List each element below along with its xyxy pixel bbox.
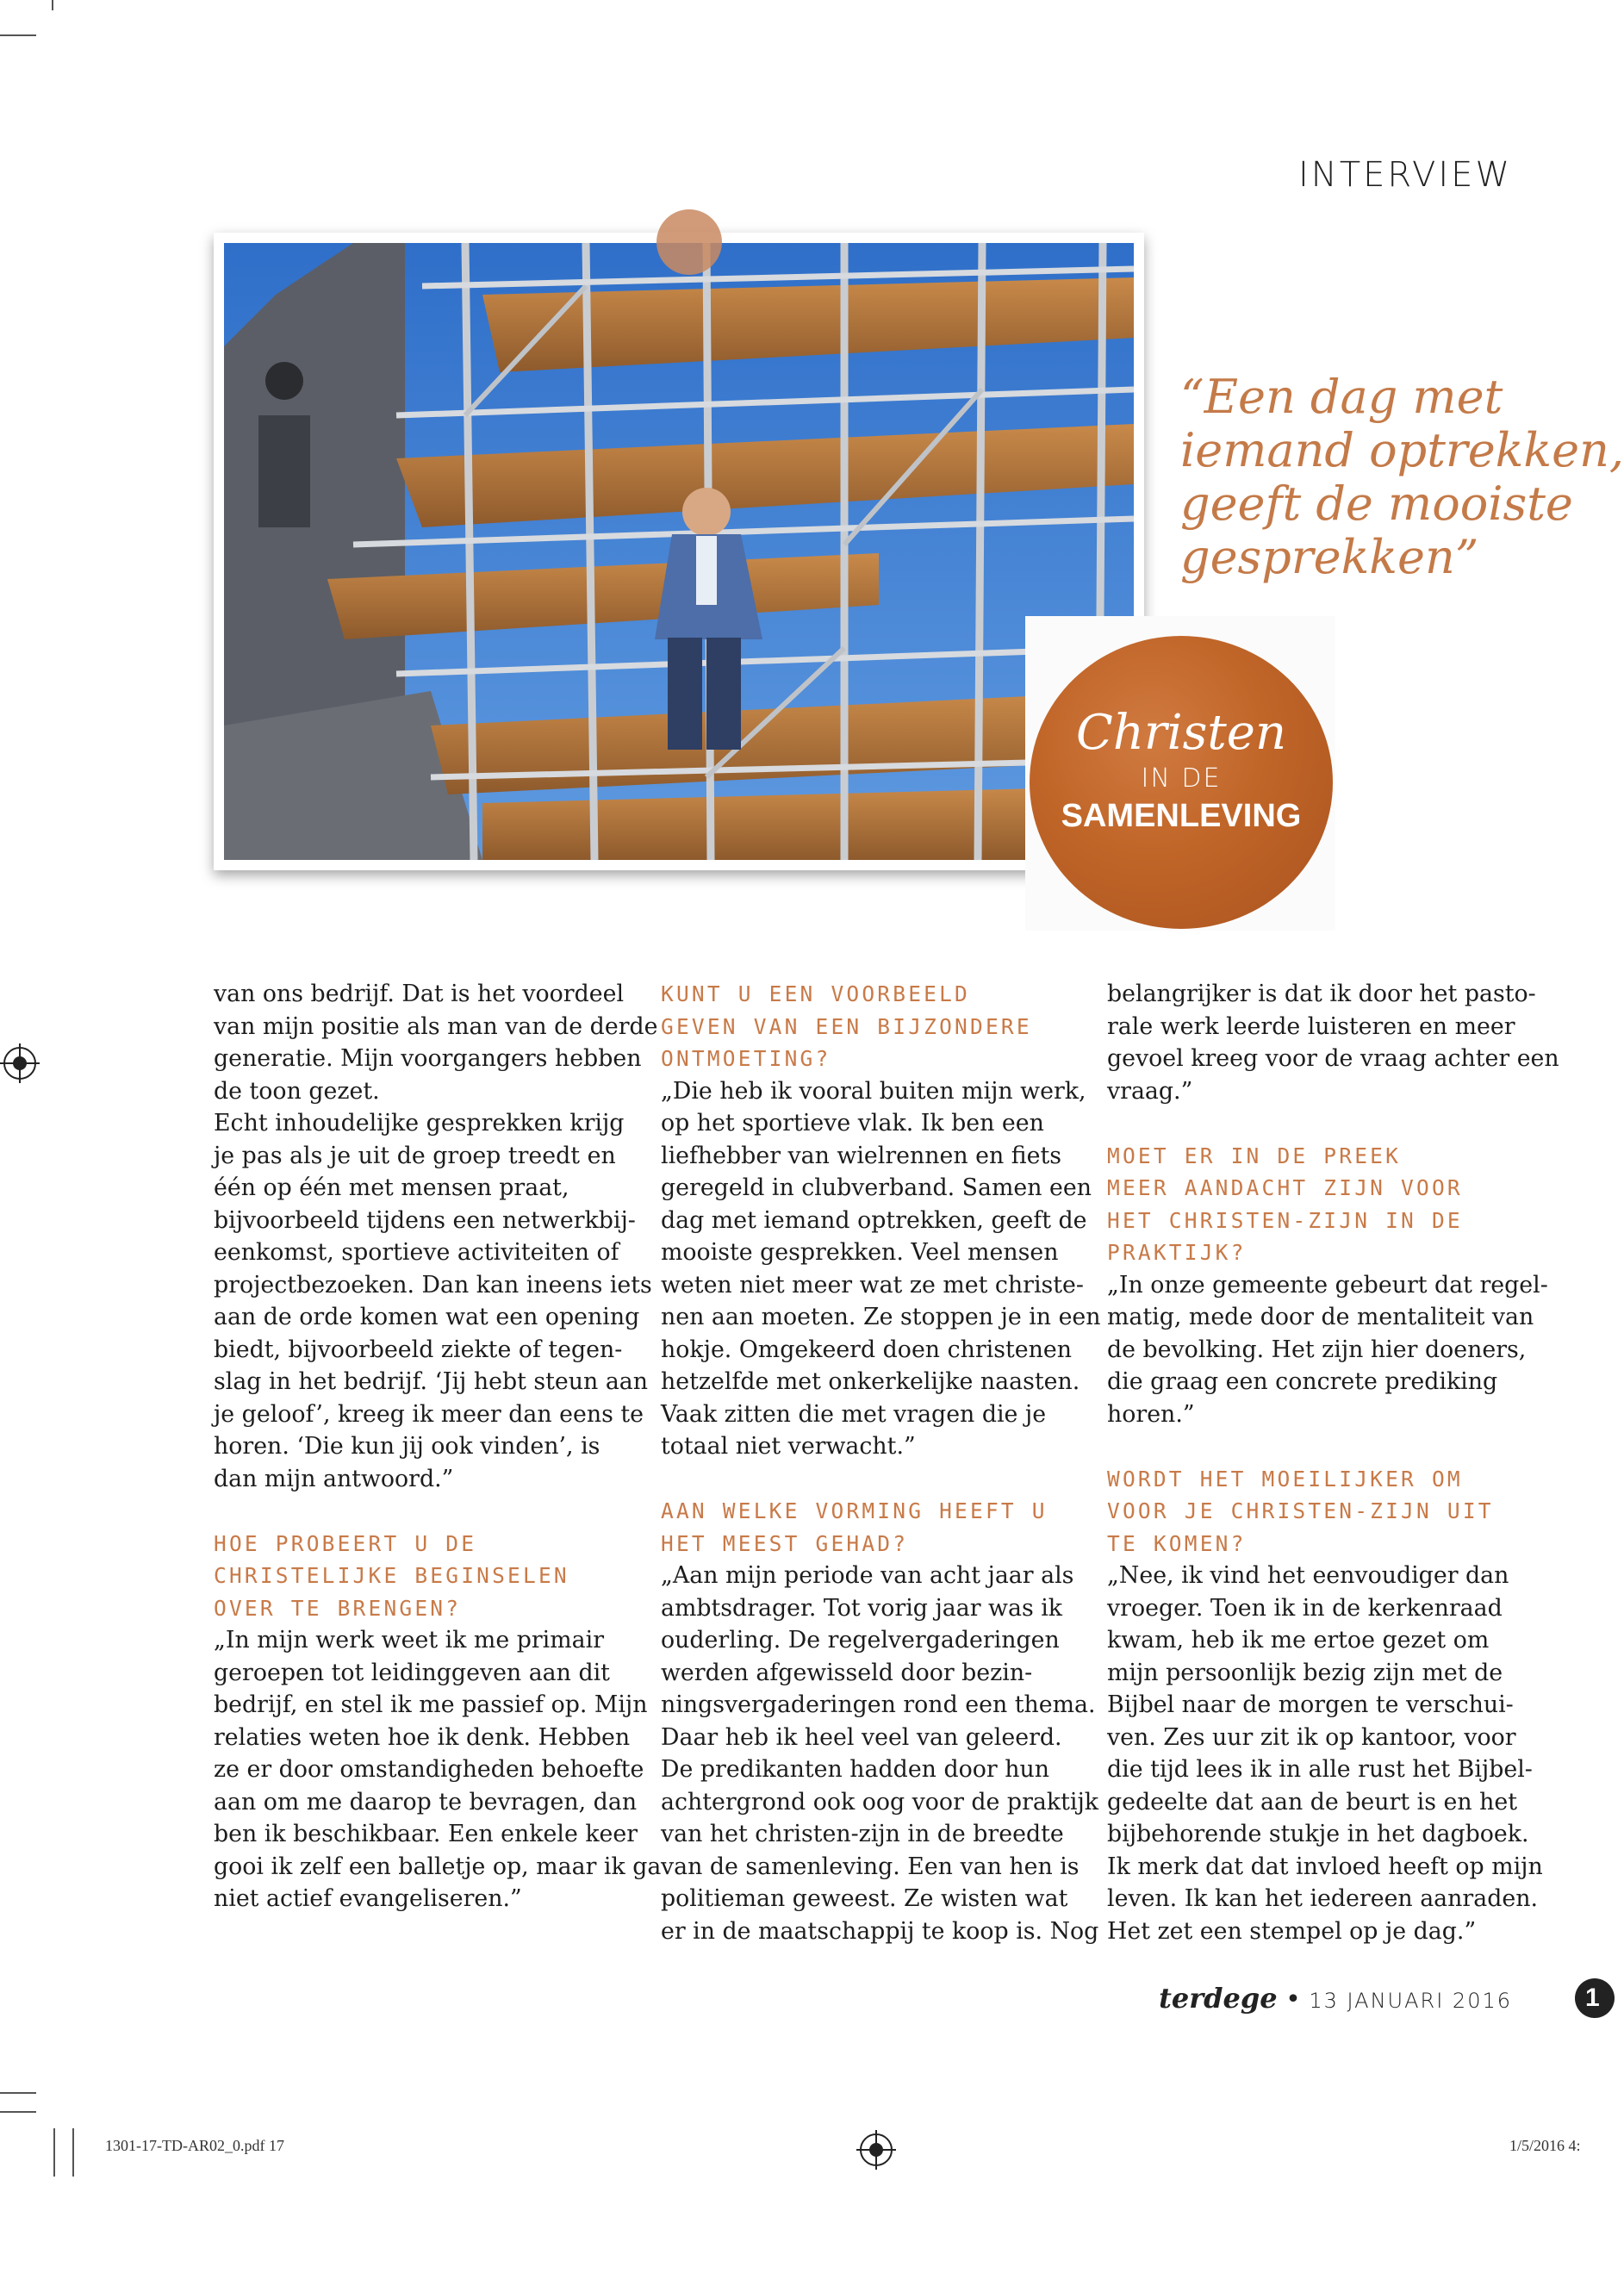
question-heading-line: AAN WELKE VORMING HEEFT U [661, 1498, 1048, 1523]
body-text-line: eenkomst, sportieve activiteiten of [214, 1239, 619, 1266]
issue-date: 13 JANUARI 2016 [1309, 1989, 1512, 2013]
body-text-line: projectbezoeken. Dan kan ineens iets [214, 1271, 652, 1299]
body-text-line: van de samenleving. Een van hen is [661, 1853, 1080, 1880]
body-text-line: gooi ik zelf een balletje op, maar ik ga [214, 1853, 662, 1880]
footer-separator: • [1285, 1984, 1301, 2015]
section-label: INTERVIEW [1297, 155, 1512, 195]
crop-mark [0, 34, 36, 36]
body-text-line: niet actief evangeliseren.” [214, 1885, 522, 1912]
page-footer [1159, 1982, 1512, 2015]
crop-mark [0, 2092, 36, 2094]
body-text-line: gedeelte dat aan de beurt is en het [1107, 1788, 1517, 1816]
article-column-3 [1107, 978, 1559, 1947]
body-text-line: de toon gezet. [214, 1077, 380, 1105]
body-text-line: die tijd lees ik in alle rust het Bijbel- [1107, 1756, 1533, 1783]
body-text-line: slag in het bedrijf. ‘Jij hebt steun aan [214, 1368, 649, 1395]
page-number: 1 [1575, 1978, 1615, 2018]
body-text-line: belangrijker is dat ik door het pasto- [1107, 981, 1536, 1007]
body-text-line: Daar heb ik heel veel van geleerd. [661, 1723, 1062, 1751]
body-text-line: je pas als je uit de groep treedt en [214, 1142, 616, 1169]
body-text-line: „Die heb ik vooral buiten mijn werk, [661, 1077, 1086, 1105]
body-text-line: bedrijf, en stel ik me passief op. Mijn [214, 1691, 648, 1718]
body-text-line: kwam, heb ik me ertoe gezet om [1107, 1627, 1490, 1654]
pull-quote-line: iemand optrekken, [1180, 423, 1624, 477]
body-text-line: die graag een concrete prediking [1107, 1368, 1498, 1395]
crop-mark [72, 2128, 74, 2177]
body-text-line: één op één met mensen praat, [214, 1174, 569, 1201]
body-text-line: liefhebber van wielrennen en fiets [661, 1142, 1062, 1169]
crop-mark [0, 2111, 36, 2113]
body-text-line: nen aan moeten. Ze stoppen je in een [661, 1304, 1101, 1330]
body-text-line: matig, mede door de mentaliteit van [1107, 1304, 1534, 1330]
body-text-line: generatie. Mijn voorgangers hebben [214, 1045, 642, 1072]
body-text-line: dan mijn antwoord.” [214, 1465, 454, 1492]
body-text-line: vraag.” [1107, 1077, 1193, 1105]
magazine-brand: terdege [1159, 1982, 1278, 2015]
registration-mark-icon [860, 2133, 893, 2166]
body-text-line: er in de maatschappij te koop is. Nog [661, 1917, 1099, 1945]
body-text-line: geregeld in clubverband. Samen een [661, 1174, 1092, 1201]
pull-quote-line: “Een dag met [1180, 370, 1503, 424]
question-heading-line: GEVEN VAN EEN BIJZONDERE [661, 1013, 1032, 1039]
body-text-line: hetzelfde met onkerkelijke naasten. [661, 1368, 1080, 1395]
question-heading-line: HOE PROBEERT U DE [214, 1530, 477, 1556]
paragraph-gap [1107, 1107, 1536, 1140]
badge-line-1: Christen [1075, 705, 1287, 761]
question-heading-line: VOOR JE CHRISTEN-ZIJN UIT [1107, 1498, 1494, 1523]
question-heading-line: HET MEEST GEHAD? [661, 1530, 909, 1556]
body-text-line: op het sportieve vlak. Ik ben een [661, 1110, 1044, 1137]
pull-quote [1180, 370, 1624, 584]
body-text-line: hokje. Omgekeerd doen christenen [661, 1336, 1072, 1363]
scaffolding-photo [224, 243, 1134, 860]
body-text-line: je geloof’, kreeg ik meer dan eens te [214, 1400, 644, 1428]
crop-mark [52, 0, 53, 10]
body-text-line: Vaak zitten die met vragen die je [661, 1400, 1047, 1428]
body-text-line: ouderling. De regelvergaderingen [661, 1627, 1060, 1654]
badge-line-3: SAMENLEVING [1061, 798, 1302, 834]
body-text-line: bijvoorbeeld tijdens een netwerkbij- [214, 1206, 636, 1234]
paragraph-gap [214, 1495, 643, 1528]
paragraph-gap [661, 1463, 1090, 1496]
body-text-line: van ons bedrijf. Dat is het voordeel [214, 981, 625, 1007]
body-text-line: „Aan mijn periode van acht jaar als [661, 1562, 1074, 1589]
body-text-line: bijbehorende stukje in het dagboek. [1107, 1821, 1529, 1847]
body-text-line: Echt inhoudelijke gesprekken krijg [214, 1110, 625, 1137]
question-heading-line: ONTMOETING? [661, 1046, 831, 1071]
body-text-line: leven. Ik kan het iedereen aanraden. [1107, 1885, 1538, 1912]
article-column-1 [214, 978, 662, 1915]
body-text-line: dag met iemand optrekken, geeft de [661, 1206, 1087, 1234]
pull-quote-line: geeft de mooiste [1180, 476, 1573, 531]
body-text-line: geroepen tot leidinggeven aan dit [214, 1659, 610, 1686]
body-text-line: totaal niet verwacht.” [661, 1433, 916, 1460]
question-heading-line: WORDT HET MOEILIJKER OM [1107, 1466, 1463, 1492]
badge-line-2: IN DE [1141, 763, 1222, 794]
body-text-line: relaties weten hoe ik denk. Hebben [214, 1723, 631, 1751]
question-heading-line: PRAKTIJK? [1107, 1240, 1247, 1265]
section-badge [1030, 636, 1333, 929]
body-text-line: ambtsdrager. Tot vorig jaar was ik [661, 1594, 1063, 1622]
body-text-line: Het zet een stempel op je dag.” [1107, 1917, 1477, 1945]
photo-pin-dot [656, 209, 722, 275]
body-text-line: biedt, bijvoorbeeld ziekte of tegen- [214, 1336, 623, 1363]
body-text-line: ven. Zes uur zit ik op kantoor, voor [1107, 1723, 1516, 1751]
body-text-line: aan de orde komen wat een opening [214, 1304, 640, 1330]
print-slug-date: 1/5/2016 4: [1509, 2137, 1581, 2154]
print-slug-file: 1301-17-TD-AR02_0.pdf 17 [105, 2137, 284, 2154]
question-heading-line: HET CHRISTEN-ZIJN IN DE [1107, 1207, 1463, 1233]
body-text-line: horen. ‘Die kun jij ook vinden’, is [214, 1433, 600, 1460]
body-text-line: vroeger. Toen ik in de kerkenraad [1107, 1594, 1503, 1622]
body-text-line: werden afgewisseld door bezin- [661, 1659, 1033, 1686]
crop-mark [53, 2128, 55, 2177]
body-text-line: rale werk leerde luisteren en meer [1107, 1012, 1515, 1040]
body-text-line: de bevolking. Het zijn hier doeners, [1107, 1336, 1527, 1363]
body-text-line: De predikanten hadden door hun [661, 1756, 1049, 1783]
question-heading-line: OVER TE BRENGEN? [214, 1595, 462, 1621]
question-heading-line: MEER AANDACHT ZIJN VOOR [1107, 1175, 1463, 1200]
body-text-line: van het christen-zijn in de breedte [661, 1821, 1064, 1847]
body-text-line: aan om me daarop te bevragen, dan [214, 1788, 638, 1816]
body-text-line: ningsvergaderingen rond een thema. [661, 1691, 1096, 1718]
body-text-line: mooiste gesprekken. Veel mensen [661, 1239, 1059, 1266]
question-heading-line: KUNT U EEN VOORBEELD [661, 981, 971, 1006]
body-text-line: gevoel kreeg voor de vraag achter een [1107, 1045, 1559, 1072]
body-text-line: van mijn positie als man van de derde [214, 1012, 658, 1040]
body-text-line: „In onze gemeente gebeurt dat regel- [1107, 1271, 1548, 1299]
body-text-line: mijn persoonlijk bezig zijn met de [1107, 1659, 1503, 1686]
body-text-line: horen.” [1107, 1400, 1195, 1428]
article-column-2 [661, 978, 1101, 1947]
paragraph-gap [1107, 1430, 1536, 1463]
body-text-line: ben ik beschikbaar. Een enkele keer [214, 1821, 638, 1847]
body-text-line: Ik merk dat dat invloed heeft op mijn [1107, 1853, 1543, 1880]
article-photo [214, 233, 1144, 870]
body-text-line: achtergrond ook oog voor de praktijk [661, 1788, 1098, 1816]
body-text-line: „Nee, ik vind het eenvoudiger dan [1107, 1562, 1509, 1589]
pull-quote-line: gesprekken” [1180, 530, 1479, 584]
question-heading-line: CHRISTELIJKE BEGINSELEN [214, 1563, 569, 1588]
body-text-line: Bijbel naar de morgen te verschui- [1107, 1691, 1514, 1718]
body-text-line: politieman geweest. Ze wisten wat [661, 1885, 1068, 1912]
body-text-line: ze er door omstandigheden behoefte [214, 1756, 644, 1783]
body-text-line: weten niet meer wat ze met christe- [661, 1271, 1084, 1299]
question-heading-line: MOET ER IN DE PREEK [1107, 1143, 1402, 1168]
question-heading-line: TE KOMEN? [1107, 1530, 1247, 1556]
registration-mark-icon [3, 1047, 36, 1080]
body-text-line: „In mijn werk weet ik me primair [214, 1627, 605, 1654]
